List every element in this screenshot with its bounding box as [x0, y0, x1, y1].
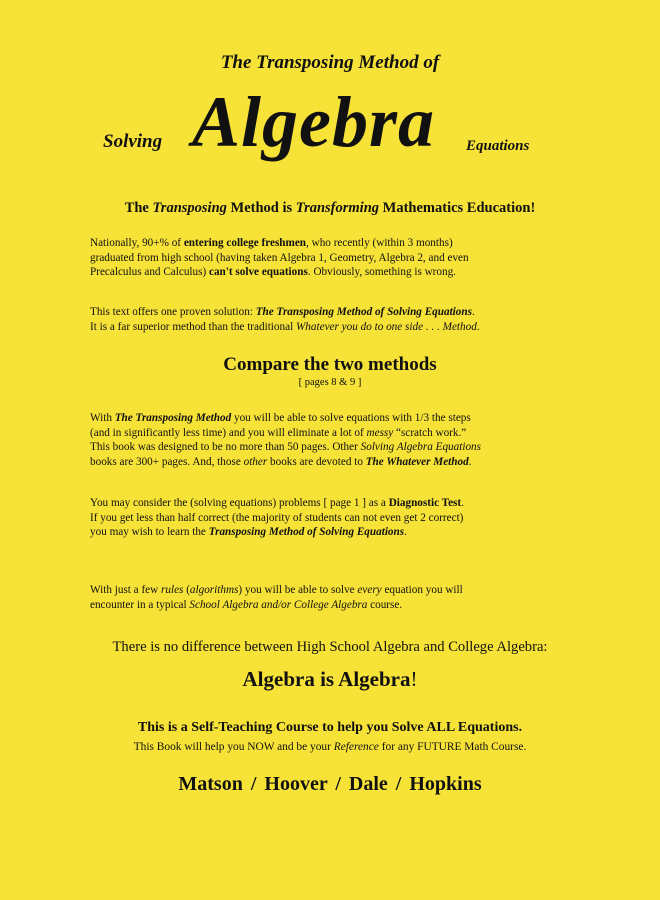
- reference-line: This Book will help you NOW and be your Reference for any FUTURE Math Course.: [133, 741, 527, 753]
- self-teaching-line: This is a Self-Teaching Course to help you Solve ALL Equations.: [137, 720, 523, 735]
- paragraph-rules: With just a few rules (algorithms) you will be able to solve every equation you will encounter in a typical School Algebra and/or College Algebra course.: [90, 584, 463, 611]
- paragraph-freshmen: Nationally, 90+% of entering college freshmen, who recently (within 3 months) graduated from high school (having taken Algebra 1, Geometry, Algebra 2, and even Precalculus and Calculus) can't solve equations. Obviously, something is wrong.: [90, 237, 469, 279]
- algebra-is-algebra: Algebra is Algebra!: [242, 667, 418, 691]
- no-difference-line: There is no difference between High School Algebra and College Algebra:: [112, 639, 548, 655]
- authors: Matson / Hoover / Dale / Hopkins: [178, 773, 482, 795]
- compare-pages: [ pages 8 & 9 ]: [298, 377, 362, 388]
- title-equations: Equations: [466, 138, 530, 154]
- title-solving: Solving: [103, 131, 163, 152]
- compare-heading: Compare the two methods: [223, 354, 437, 375]
- title-top-line: The Transposing Method of: [220, 52, 440, 73]
- paragraph-transposing: With The Transposing Method you will be able to solve equations with 1/3 the steps (and in significantly less time) and you will eliminate a lot of messy “scratch work.” This book was designed to be no more than 50 pages. Other Solving Algebra Equations books are 300+ pages. And, those other books are devoted to The Whatever Method.: [90, 412, 481, 468]
- paragraph-solution: This text offers one proven solution: The Transposing Method of Solving Equations. It is a far superior method than the traditional Whatever you do to one side . . . Method.: [90, 306, 480, 333]
- paragraph-diagnostic: You may consider the (solving equations) problems [ page 1 ] as a Diagnostic Test. If you get less than half correct (the majority of students can not even get 2 correct) you may wish to learn the Transposing Method of Solving Equations.: [90, 497, 464, 539]
- title-algebra: Algebra: [192, 82, 436, 162]
- headline: The Transposing Method is Transforming Mathematics Education!: [124, 200, 536, 216]
